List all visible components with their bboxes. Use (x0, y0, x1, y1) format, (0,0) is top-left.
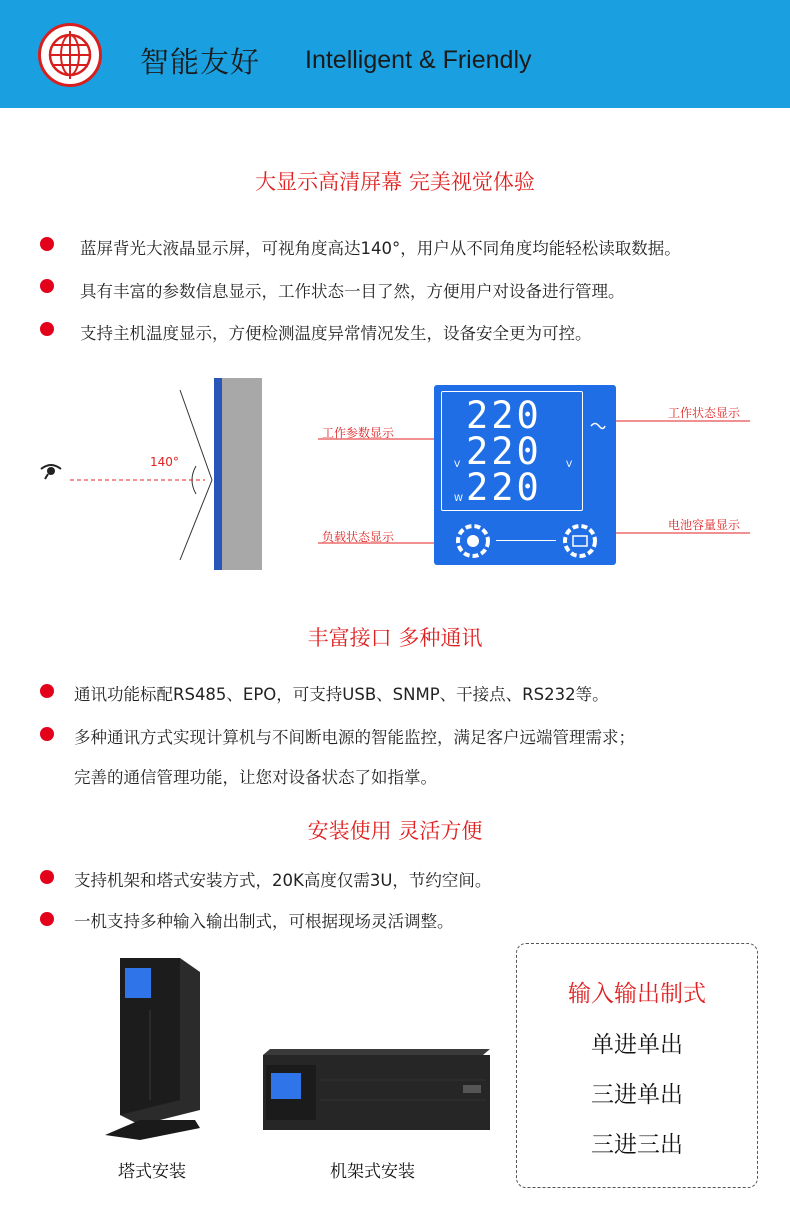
load-status-icon (455, 523, 491, 559)
label-battery: 电池容量显示 (668, 518, 741, 532)
battery-icon (562, 523, 598, 559)
label-load-status: 负载状态显示 (322, 530, 395, 544)
display-section-title: 大显示高清屏幕 完美视觉体验 (255, 170, 535, 194)
globe-icon (38, 23, 102, 87)
tower-caption: 塔式安装 (118, 1162, 186, 1182)
label-work-params: 工作参数显示 (322, 426, 395, 440)
label-work-status: 工作状态显示 (668, 406, 741, 420)
lcd-row-2: 220 (466, 430, 542, 473)
lcd-readings (466, 394, 542, 509)
install-section-title: 安装使用 灵活方便 (307, 819, 483, 843)
lcd-unit-3: W (454, 494, 463, 504)
viewing-angle-diagram (0, 370, 790, 580)
bullet-dot (40, 322, 54, 336)
install-bullet-1: 支持机架和塔式安装方式，20K高度仅需3U，节约空间。 (74, 871, 492, 890)
lcd-unit-2: V (566, 460, 573, 470)
lcd-unit-1: V (454, 460, 461, 470)
bullet-dot (40, 912, 54, 926)
bullet-dot (40, 727, 54, 741)
tower-ups-image (100, 950, 210, 1145)
bullet-dot (40, 237, 54, 251)
header-title-en: Intelligent & Friendly (305, 46, 532, 74)
bullet-dot (40, 279, 54, 293)
lcd-divider (496, 540, 556, 541)
io-modes-title: 输入输出制式 (568, 981, 706, 1007)
header-title-cn: 智能友好 (140, 45, 261, 79)
lcd-row-3: 220 (466, 466, 542, 509)
bullet-dot (40, 870, 54, 884)
comm-section-title: 丰富接口 多种通讯 (307, 626, 483, 650)
comm-continuation: 完善的通信管理功能，让您对设备状态了如指掌。 (74, 768, 437, 787)
rack-ups-image (258, 1045, 493, 1135)
mode-item: 三进三出 (591, 1132, 683, 1158)
mode-item: 单进单出 (591, 1032, 683, 1058)
install-bullet-2: 一机支持多种输入输出制式，可根据现场灵活调整。 (74, 912, 454, 931)
bullet-dot (40, 684, 54, 698)
lcd-row-1: 220 (466, 394, 542, 437)
display-bullet-1: 蓝屏背光大液晶显示屏，可视角度高达140°，用户从不同角度均能轻松读取数据。 (80, 239, 681, 258)
display-bullet-3: 支持主机温度显示，方便检测温度异常情况发生，设备安全更为可控。 (80, 324, 592, 343)
rack-caption: 机架式安装 (330, 1162, 415, 1182)
eye-icon (40, 462, 62, 480)
display-bullet-2: 具有丰富的参数信息显示，工作状态一目了然，方便用户对设备进行管理。 (80, 282, 625, 301)
comm-bullet-1: 通讯功能标配RS485、EPO，可支持USB、SNMP、干接点、RS232等。 (74, 685, 609, 704)
angle-label: 140° (150, 455, 179, 469)
status-icon (590, 415, 606, 425)
comm-bullet-2: 多种通讯方式实现计算机与不间断电源的智能监控，满足客户远端管理需求； (74, 728, 635, 747)
mode-item: 三进单出 (591, 1082, 683, 1108)
